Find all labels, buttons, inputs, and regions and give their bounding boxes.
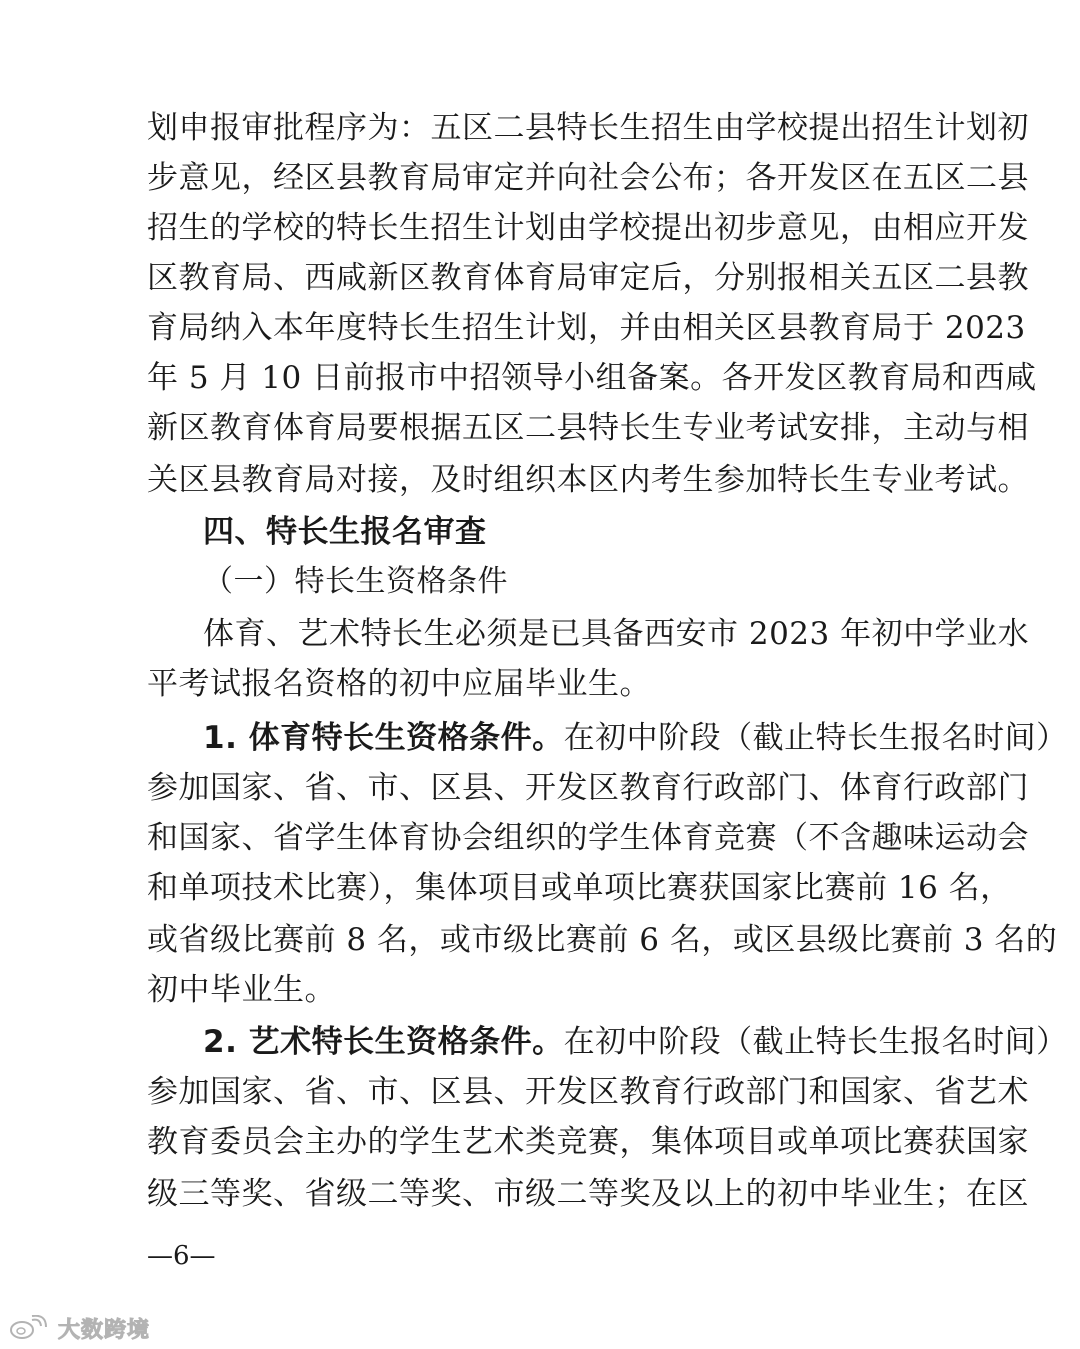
- list-item-sports-first-line: [203, 713, 1068, 763]
- weibo-logo-icon: [8, 1315, 52, 1341]
- paragraph-line: 和国家、省学生体育协会组织的学生体育竞赛（不含趣味运动会: [147, 820, 1029, 856]
- list-item-text: 在初中阶段（截止特长生报名时间）: [563, 1024, 1068, 1060]
- paragraph-line: 和单项技术比赛），集体项目或单项比赛获国家比赛前 16 名，: [147, 870, 1012, 906]
- paragraph-line: 育局纳入本年度特长生招生计划，并由相关区县教育局于 2023: [147, 310, 1026, 346]
- paragraph-line: 平考试报名资格的初中应届毕业生。: [147, 666, 651, 702]
- list-item-lead: 1. 体育特长生资格条件。: [203, 720, 564, 756]
- paragraph-line: 区教育局、西咸新区教育体育局审定后，分别报相关五区二县教: [147, 260, 1029, 296]
- paragraph-line: 级三等奖、省级二等奖、市级二等奖及以上的初中毕业生；在区: [147, 1176, 1029, 1212]
- paragraph-line: 参加国家、省、市、区县、开发区教育行政部门和国家、省艺术: [147, 1074, 1029, 1110]
- paragraph-line: 招生的学校的特长生招生计划由学校提出初步意见，由相应开发: [147, 210, 1029, 246]
- list-item-text: 在初中阶段（截止特长生报名时间）: [563, 720, 1068, 756]
- watermark-text: 大数跨境: [58, 1317, 151, 1343]
- page-number: —6—: [147, 1241, 216, 1271]
- subsection-heading: （一）特长生资格条件: [203, 564, 508, 599]
- list-item-arts-first-line: [203, 1017, 1068, 1067]
- paragraph-line: 初中毕业生。: [147, 972, 336, 1008]
- paragraph-line: 新区教育体育局要根据五区二县特长生专业考试安排，主动与相: [147, 410, 1029, 446]
- section-heading: 四、特长生报名审查: [203, 514, 487, 550]
- paragraph-line: 参加国家、省、市、区县、开发区教育行政部门、体育行政部门: [147, 770, 1029, 806]
- paragraph-line: 体育、艺术特长生必须是已具备西安市 2023 年初中学业水: [203, 616, 1030, 652]
- paragraph-line: 划申报审批程序为：五区二县特长生招生由学校提出招生计划初: [147, 110, 1029, 146]
- paragraph-line: 或省级比赛前 8 名，或市级比赛前 6 名，或区县级比赛前 3 名的: [147, 922, 1058, 958]
- list-item-lead: 2. 艺术特长生资格条件。: [203, 1024, 564, 1060]
- watermark: [8, 1313, 150, 1343]
- paragraph-line: 关区县教育局对接，及时组织本区内考生参加特长生专业考试。: [147, 462, 1029, 498]
- paragraph-line: 教育委员会主办的学生艺术类竞赛，集体项目或单项比赛获国家: [147, 1124, 1029, 1160]
- paragraph-line: 步意见，经区县教育局审定并向社会公布；各开发区在五区二县: [147, 160, 1029, 196]
- paragraph-line: 年 5 月 10 日前报市中招领导小组备案。各开发区教育局和西咸: [147, 360, 1037, 396]
